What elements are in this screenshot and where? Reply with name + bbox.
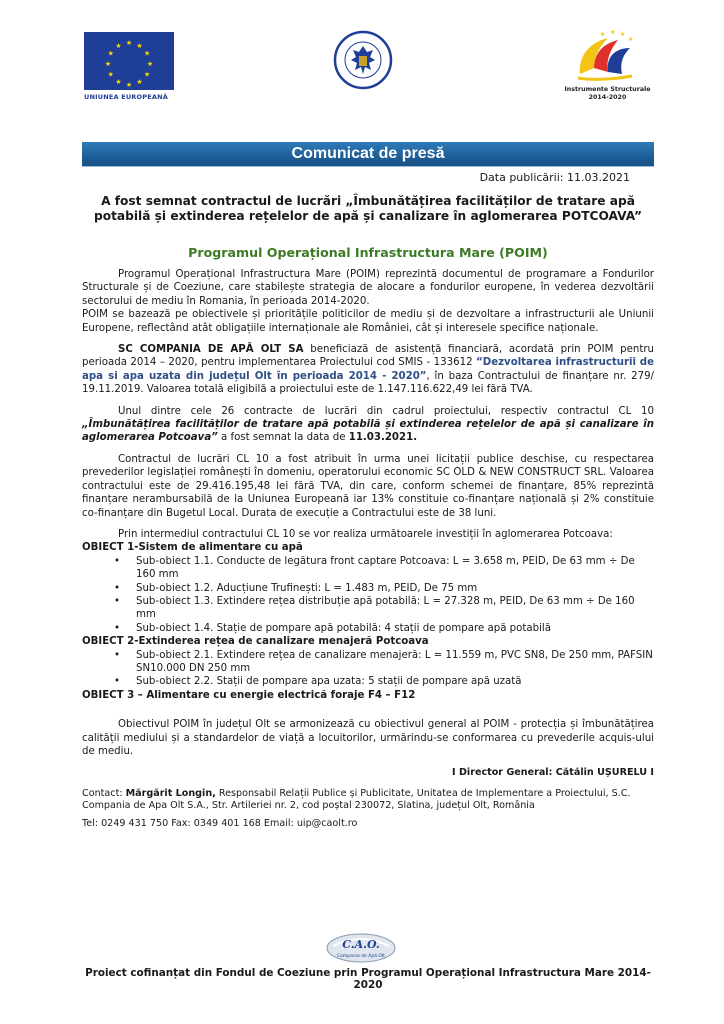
svg-text:★: ★	[144, 70, 151, 79]
svg-text:★: ★	[144, 49, 151, 58]
object-2-list	[82, 649, 654, 689]
document-body	[82, 268, 654, 830]
contact-name: Mărgărit Longin,	[125, 787, 216, 799]
bullet: •	[114, 622, 121, 634]
svg-text:★: ★	[107, 70, 114, 79]
program-title: Programul Operațional Infrastructura Mare (POIM)	[188, 245, 548, 260]
headline-line-1: A fost semnat contractul de lucrări „Îmbunătățirea facilităților de tratare apă	[101, 194, 635, 208]
svg-text:★: ★	[628, 36, 634, 43]
cao-logo-subtext: Compania de Apă Olt	[337, 954, 385, 959]
paragraph-contract-signed: Unul dintre cele 26 contracte de lucrări din cadrul proiectului, respectiv contractul CL 10 „Îmbunătățirea facilităților de tratare apă potabilă și extinderea rețelelor de apă și canalizare în aglomerarea Potcoava” a fost semnat la data de 11.03.2021.	[82, 405, 654, 444]
instrumente-structurale-caption: Instrumente Structurale 2014-2020	[564, 86, 651, 101]
cao-logo	[323, 926, 399, 966]
press-release-banner	[82, 142, 654, 167]
bullet: •	[114, 595, 121, 607]
svg-text:★: ★	[600, 31, 606, 38]
contact-phone-email: Tel: 0249 431 750 Fax: 0349 401 168 Email: uip@caolt.ro	[82, 818, 358, 829]
list-item: • Sub-obiect 1.4. Stație de pompare apă potabilă: 4 stații de pompare apă potabilă	[114, 622, 551, 634]
eu-logo	[84, 32, 174, 101]
paragraph-investments-intro: Prin intermediul contractului CL 10 se vor realiza următoarele investiții în aglomerarea Potcoava:	[118, 528, 613, 540]
object-1-list	[82, 555, 654, 635]
bullet: •	[114, 555, 121, 567]
publication-date	[480, 171, 630, 184]
bullet: •	[114, 582, 121, 594]
svg-text:★: ★	[620, 31, 626, 38]
object-2-title: OBIECT 2-Extinderea rețea de canalizare menajeră Potcoava	[82, 636, 429, 648]
project-name: “Dezvoltarea infrastructurii de apa si apa uzata din județul Olt în perioada 2014 - 2020”	[82, 357, 654, 382]
svg-text:★: ★	[146, 60, 154, 68]
svg-text:★: ★	[136, 41, 143, 50]
svg-text:★: ★	[107, 49, 114, 58]
publication-date-value: 11.03.2021	[567, 171, 630, 184]
contract-name: „Îmbunătățirea facilităților de tratare apă potabilă și extinderea rețelelor de apă și canalizare în aglomerarea Potcoava”	[82, 419, 654, 444]
svg-text:★: ★	[104, 60, 112, 68]
paragraph-poim-objective: Obiectivul POIM în județul Olt se armonizează cu obiectivul general al POIM - protecția și îmbunătățirea calității mediului și a standardelor de viață a locuitorilor, urmărindu-se conformarea cu prevederile acquis-ului de mediu.	[82, 719, 654, 757]
svg-text:★: ★	[115, 78, 122, 87]
company-name: SC COMPANIA DE APĂ OLT SA	[118, 344, 304, 356]
paragraph-contract-details: Contractul de lucrări CL 10 a fost atribuit în urma unei licitații publice deschise, cu respectarea prevederilor legislației românești în domeniu, operatorului economic SC OLD & NEW CONSTRUCT SRL. Valoarea contractului este de 29.416.195,48 lei fără TVA, din care, conform schemei de finanțare, 85% reprezintă finanțare nerambursabilă de la Uniunea Europeană iar 13% constituie co-finanțare națională și 2% constituie co-finanțare din Bugetul Local. Durata de execuție a Contractului este de 38 luni.	[82, 453, 654, 519]
footer-cofinancing: Proiect cofinanțat din Fondul de Coeziune prin Programul Operațional Infrastructura Mare 2014-2020	[85, 967, 651, 991]
headline	[82, 194, 654, 224]
bullet: •	[114, 676, 121, 688]
object-1-title: OBIECT 1-Sistem de alimentare cu apă	[82, 542, 303, 554]
eu-flag-icon	[84, 32, 174, 90]
bullet: •	[114, 649, 121, 661]
list-item: • Sub-obiect 1.3. Extindere rețea distribuție apă potabilă: L = 27.328 m, PEID, De 63 mm ÷ De 160 mm	[114, 595, 635, 621]
list-item: • Sub-obiect 2.2. Stații de pompare apa uzata: 5 stații de pompare apă uzată	[114, 676, 522, 688]
paragraph-poim-intro: Programul Operațional Infrastructura Mare (POIM) reprezintă documentul de programare a Fondurilor Structurale și de Coeziune, care stabilește strategia de alocare a fondurilor europene, în vederea dezvoltării sectorului de mediu în Romania, în perioada 2014-2020.	[82, 269, 654, 307]
director-signature: I Director General: Cătălin UȘURELU I	[452, 767, 654, 779]
instrumente-structurale-logo	[560, 28, 650, 108]
paragraph-poim-basis: POIM se bazează pe obiectivele și prioritățile politicilor de mediu și de dezvoltare a infrastructurii ale Uniunii Europene, reflectând atât obligațiile internaționale ale României, cât și interesele specifice naționale.	[82, 309, 654, 334]
svg-text:★: ★	[610, 29, 616, 36]
svg-text:★: ★	[115, 41, 122, 50]
svg-text:★: ★	[125, 39, 133, 47]
cao-logo-text: C.A.O.	[342, 938, 380, 951]
list-item: • Sub-obiect 2.1. Extindere rețea de canalizare menajeră: L = 11.559 m, PVC SN8, De 250 mm, PAFSIN SN10.000 DN 250 mm	[114, 649, 653, 674]
paragraph-financing: SC COMPANIA DE APĂ OLT SA beneficiază de asistență financiară, acordată prin POIM pentru perioada 2014 – 2020, pentru implementarea Proiectului cod SMIS - 133612 “Dezvoltarea infrastructurii de apa si apa uzata din județul Olt în perioada 2014 - 2020”, în baza Contractului de finanțare nr. 279/ 19.11.2019. Valoarea totală eligibilă a proiectului este de 1.147.116.622,49 lei fără TVA.	[82, 344, 654, 396]
object-3-title: OBIECT 3 – Alimentare cu energie electrică foraje F4 – F12	[82, 689, 416, 701]
banner-title: Comunicat de presă	[291, 145, 445, 162]
publication-date-label: Data publicării:	[479, 171, 564, 184]
signing-date: 11.03.2021.	[348, 432, 418, 444]
header-logos	[0, 28, 724, 108]
svg-text:★: ★	[136, 78, 143, 87]
headline-line-2: potabilă și extinderea rețelelor de apă și canalizare în aglomerarea POTCOAVA”	[93, 209, 643, 223]
eu-caption: UNIUNEA EUROPEANĂ	[84, 93, 168, 101]
government-seal-logo	[333, 30, 393, 90]
svg-text:★: ★	[125, 81, 133, 89]
list-item: • Sub-obiect 1.1. Conducte de legătura front captare Potcoava: L = 3.658 m, PEID, De 63 mm ÷ De 160 mm	[114, 555, 635, 581]
list-item: • Sub-obiect 1.2. Aducțiune Trufinești: L = 1.483 m, PEID, De 75 mm	[114, 582, 478, 594]
contact-block: Contact: Mărgărit Longin, Responsabil Relații Publice și Publicitate, Unitatea de Implementare a Proiectului, S.C. Compania de Apa Olt S.A., Str. Artileriei nr. 2, cod poștal 230072, Slatina, județul Olt, România	[82, 787, 631, 812]
